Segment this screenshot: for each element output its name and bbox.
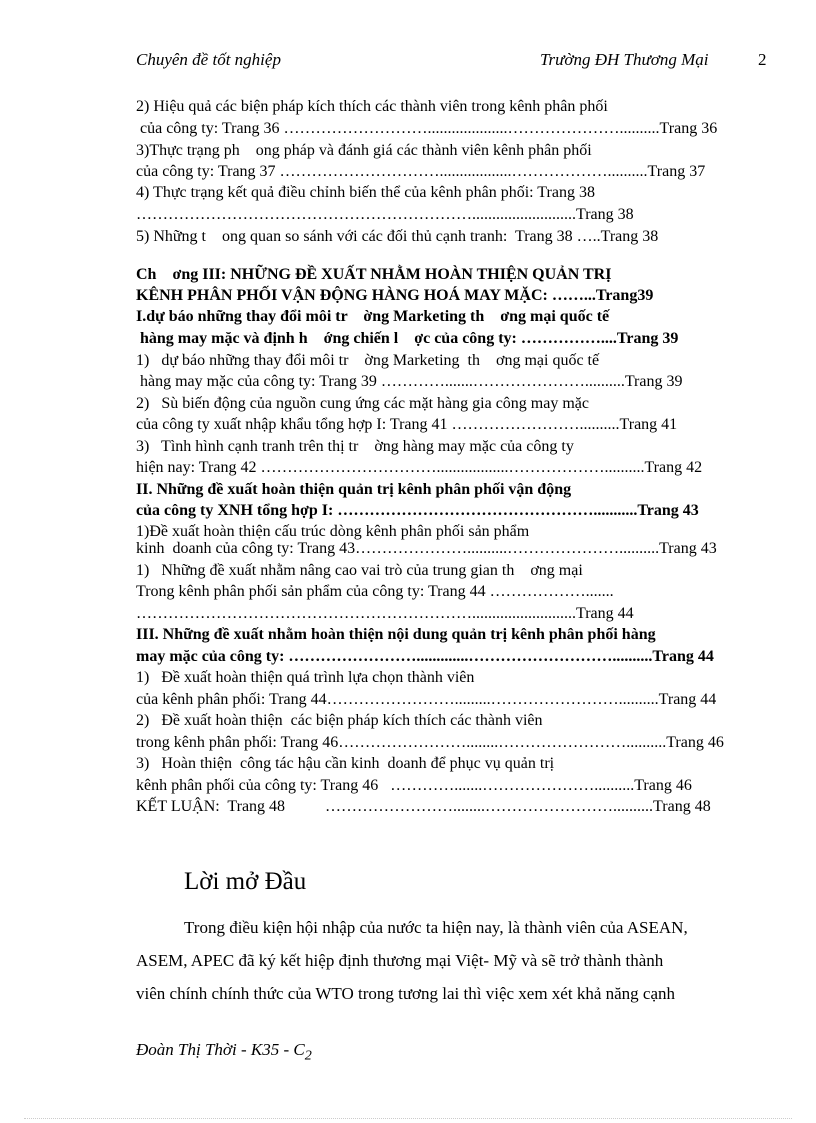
paragraph-line: viên chính chính thức của WTO trong tương lai thì việc xem xét khả năng cạnh	[136, 984, 676, 1003]
header-left: Chuyên đề tốt nghiệp	[136, 50, 281, 69]
toc-line: của kênh phân phối: Trang 44…………………….........……………………..........Trang 44	[136, 691, 717, 708]
page-number: 2	[758, 50, 767, 69]
page-border	[24, 1118, 792, 1119]
toc-line: 2) Đề xuất hoàn thiện các biện pháp kích thích các thành viên	[136, 712, 543, 729]
toc-chapter-heading: KÊNH PHÂN PHỐI VẬN ĐỘNG HÀNG HOÁ MAY MẶC: ……...Trang39	[136, 287, 654, 304]
toc-line: 4) Thực trạng kết quả điều chỉnh biến thể của kênh phân phối: Trang 38	[136, 184, 595, 201]
toc-line: hiện nay: Trang 42 ……………………………..................………………..........Trang 42	[136, 459, 703, 476]
section-title: Lời mở Đầu	[184, 868, 307, 895]
toc-section-heading: II. Những đề xuất hoàn thiện quản trị kênh phân phối vận động	[136, 481, 572, 498]
toc-line: 3) Hoàn thiện công tác hậu cần kinh doanh để phục vụ quản trị	[136, 755, 555, 772]
toc-line: 1) dự báo những thay đổi môi tr ờng Marketing th ơng mại quốc tế	[136, 352, 600, 369]
toc-line: kênh phân phối của công ty: Trang 46 ………….......…………………..........Trang 46	[136, 777, 692, 794]
paragraph-line: Trong điều kiện hội nhập của nước ta hiện nay, là thành viên của ASEAN,	[184, 918, 688, 937]
toc-chapter-heading: Ch ơng III: NHỮNG ĐỀ XUẤT NHẰM HOÀN THIỆN QUẢN TRỊ	[136, 266, 612, 283]
toc-line: Trong kênh phân phối sản phẩm của công ty: Trang 44 ……………….......	[136, 583, 614, 600]
toc-line: kinh doanh của công ty: Trang 43…………………..........…………………..........Trang 43	[136, 540, 717, 557]
toc-section-heading: may mặc của công ty: …………………….............………………………..........Trang 44	[136, 648, 714, 665]
toc-line: hàng may mặc của công ty: Trang 39 ………….......…………………..........Trang 39	[136, 373, 683, 390]
footer	[136, 1040, 312, 1064]
header-right: Trường ĐH Thương Mại	[540, 50, 709, 69]
toc-line: 2) Hiệu quả các biện pháp kích thích các thành viên trong kênh phân phối	[136, 98, 608, 115]
toc-line: của công ty xuất nhập khẩu tổng hợp I: Trang 41 ……………………..........Trang 41	[136, 416, 678, 433]
toc-line: của công ty: Trang 36 ………………………....................…………………..........Trang 36	[136, 120, 718, 137]
toc-line: trong kênh phân phối: Trang 46……………………........……………………..........Trang 46	[136, 734, 724, 751]
toc-section-heading: I.dự báo những thay đổi môi tr ờng Marketing th ơng mại quốc tế	[136, 308, 610, 325]
toc-section-heading: hàng may mặc và định h ớng chiến l ợc của công ty: ……………....Trang 39	[136, 330, 679, 347]
toc-line: 1) Những đề xuất nhằm nâng cao vai trò của trung gian th ơng mại	[136, 562, 583, 579]
toc-line: 5) Những t ong quan so sánh với các đối thủ cạnh tranh: Trang 38 …..Trang 38	[136, 228, 659, 245]
toc-line: 3)Thực trạng ph ong pháp và đánh giá các thành viên kênh phân phối	[136, 142, 592, 159]
toc-line: 2) Sù biến động của nguồn cung ứng các mặt hàng gia công may mặc	[136, 395, 589, 412]
paragraph-line: ASEM, APEC đã ký kết hiệp định thương mại Việt- Mỹ và sẽ trở thành thành	[136, 951, 664, 970]
toc-section-heading: III. Những đề xuất nhằm hoàn thiện nội dung quản trị kênh phân phối hàng	[136, 626, 656, 643]
footer-text: Đoàn Thị Thời - K35 - C	[136, 1040, 305, 1059]
toc-line: 1)Đề xuất hoàn thiện cấu trúc dòng kênh phân phối sản phẩm	[136, 523, 530, 540]
toc-line: 3) Tình hình cạnh tranh trên thị tr ờng hàng may mặc của công ty	[136, 438, 574, 455]
footer-subscript: 2	[304, 1047, 312, 1064]
toc-line: ………………………………………………………..........................Trang 38	[136, 206, 634, 223]
toc-line: 1) Đề xuất hoàn thiện quá trình lựa chọn thành viên	[136, 669, 475, 686]
toc-section-heading: của công ty XNH tổng hợp I: …………………………………………...........Trang 43	[136, 502, 699, 519]
toc-line: ………………………………………………………..........................Trang 44	[136, 605, 634, 622]
toc-line: KẾT LUẬN: Trang 48 ……………………........……………………..........Trang 48	[136, 798, 711, 815]
toc-line: của công ty: Trang 37 …………………………..................………………..........Trang 37	[136, 163, 706, 180]
